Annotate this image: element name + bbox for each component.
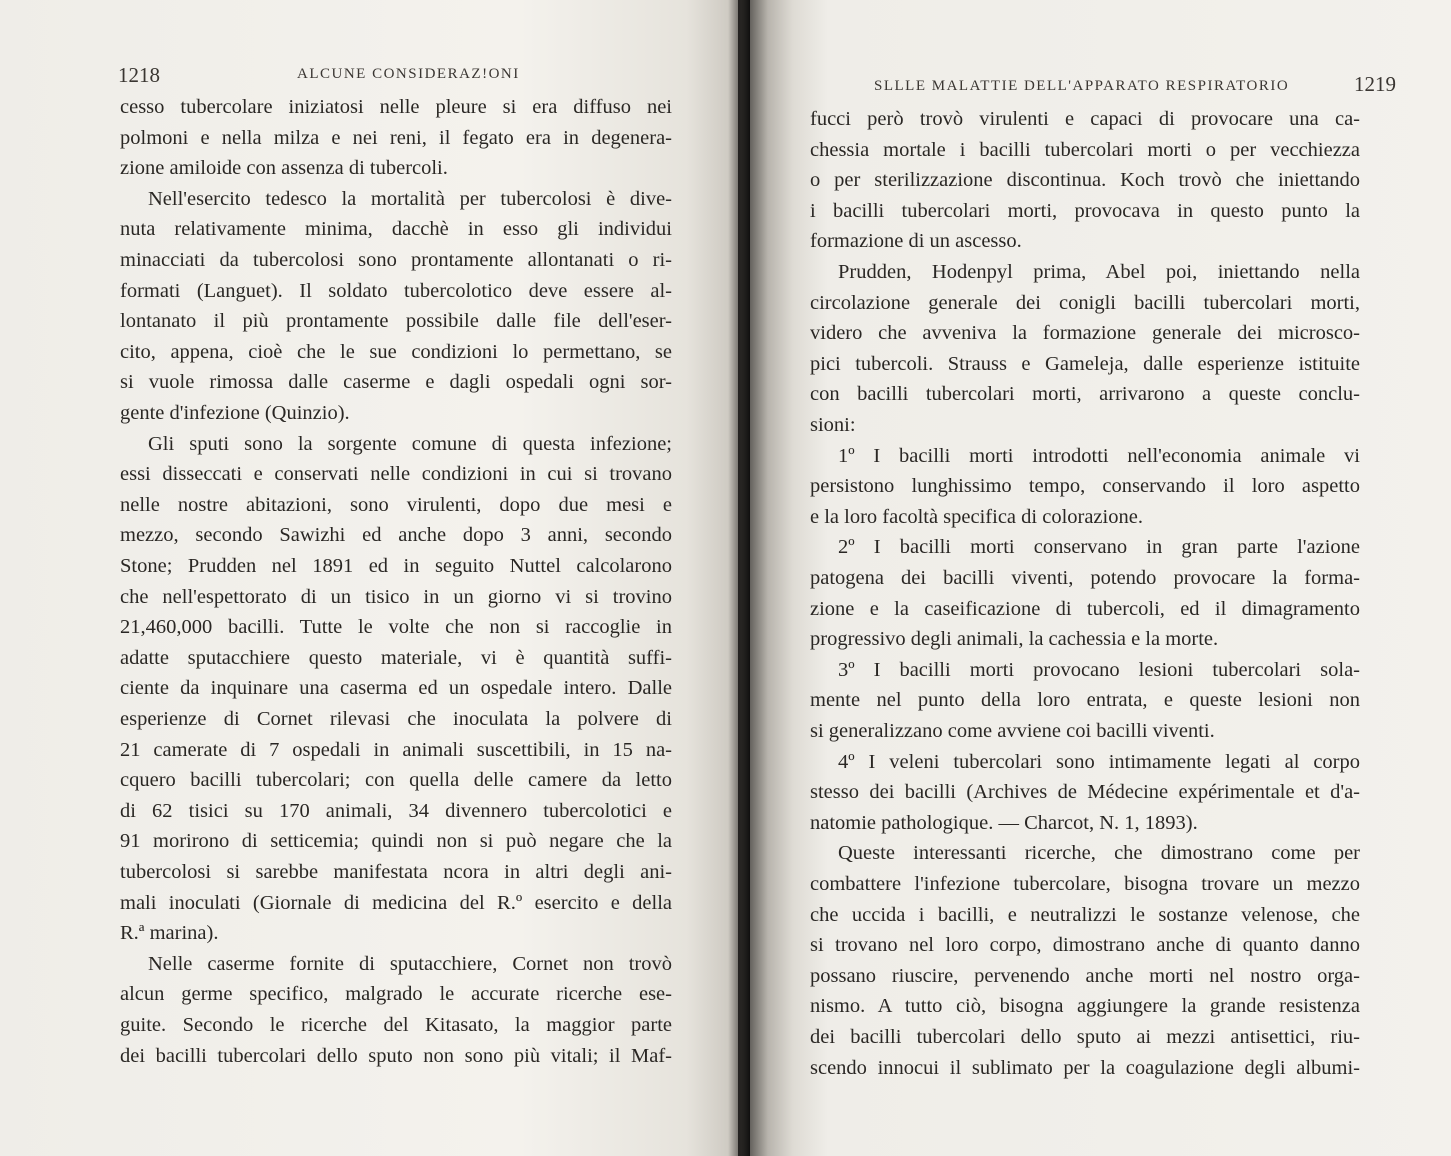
text-line: cesso tubercolare iniziatosi nelle pleure si era diffuso nei xyxy=(120,96,672,118)
text-line: nuta relativamente minima, dacchè in esso gli individui xyxy=(120,218,672,241)
text-line: Nelle caserme fornite di sputacchiere, Cornet non trovò xyxy=(148,952,672,975)
text-line: R.ª marina). xyxy=(120,922,219,945)
text-line: Stone; Prudden nel 1891 ed in seguito Nuttel calcolarono xyxy=(120,555,672,577)
text-line: zione amiloide con assenza di tubercoli. xyxy=(120,157,448,180)
text-line: cquero bacilli tubercolari; con quella delle camere da letto xyxy=(120,769,672,792)
text-line: 21 camerate di 7 ospedali in animali suscettibili, in 15 na- xyxy=(120,738,672,761)
text-line: Queste interessanti ricerche, che dimostrano come per xyxy=(838,842,1360,865)
text-line: persistono lunghissimo tempo, conservando il loro aspetto xyxy=(810,475,1360,498)
text-line: nismo. A tutto ciò, bisogna aggiungere la grande resistenza xyxy=(810,995,1360,1018)
text-line: dei bacilli tubercolari dello sputo ai mezzi antisettici, riu- xyxy=(810,1026,1360,1048)
left-running-head: ALCUNE CONSIDERAZ!ONI xyxy=(297,66,520,82)
text-line: ciente da inquinare una caserma ed un ospedale intero. Dalle xyxy=(120,677,672,700)
right-running-head: SLLLE MALATTIE DELL'APPARATO RESPIRATORIO xyxy=(874,78,1290,94)
text-line: o per sterilizzazione discontinua. Koch trovò che iniettando xyxy=(810,169,1360,192)
text-line: videro che avveniva la formazione generale dei microsco- xyxy=(810,322,1360,345)
text-line: mali inoculati (Giornale di medicina del R.º esercito e della xyxy=(120,891,672,914)
text-line: 91 morirono di setticemia; quindi non si può negare che la xyxy=(120,830,672,853)
text-line: polmoni e nella milza e nei reni, il fegato era in degenera- xyxy=(120,126,672,149)
text-line: mente nel punto della loro entrata, e queste lesioni non xyxy=(810,689,1360,712)
text-line: con bacilli tubercolari morti, arrivarono a queste conclu- xyxy=(810,383,1360,406)
text-line: guite. Secondo le ricerche del Kitasato, la maggior parte xyxy=(120,1014,672,1036)
right-page xyxy=(738,0,1451,1156)
text-line: natomie pathologique. — Charcot, N. 1, 1893). xyxy=(810,811,1198,834)
text-line: 4º I veleni tubercolari sono intimamente legati al corpo xyxy=(838,750,1360,773)
text-line: essi disseccati e conservati nelle condizioni in cui si trovano xyxy=(120,463,672,486)
text-line: che uccida i bacilli, e neutralizzi le sostanze velenose, che xyxy=(810,903,1360,926)
right-page-number: 1219 xyxy=(1354,72,1396,96)
text-line: sioni: xyxy=(810,414,856,436)
text-line: 21,460,000 bacilli. Tutte le volte che non si raccoglie in xyxy=(120,616,672,639)
text-line: nelle nostre abitazioni, sono virulenti, dopo due mesi e xyxy=(120,493,672,516)
text-line: si vuole rimossa dalle caserme e dagli ospedali ogni sor- xyxy=(120,371,672,394)
text-line: progressivo degli animali, la cachessia e la morte. xyxy=(810,628,1219,651)
text-line: alcun germe specifico, malgrado le accurate ricerche ese- xyxy=(120,983,672,1006)
text-line: circolazione generale dei conigli bacilli tubercolari morti, xyxy=(810,291,1360,314)
text-line: 2º I bacilli morti conservano in gran parte l'azione xyxy=(838,536,1360,559)
text-line: e la loro facoltà specifica di colorazione. xyxy=(810,505,1143,528)
text-line: minacciati da tubercolosi sono prontamente allontanati o ri- xyxy=(120,249,672,271)
left-page-number: 1218 xyxy=(118,63,160,87)
text-line: patogena dei bacilli viventi, potendo provocare la forma- xyxy=(810,567,1360,589)
text-line: scendo innocui il sublimato per la coagulazione degli albumi- xyxy=(810,1056,1360,1079)
text-line: dei bacilli tubercolari dello sputo non sono più vitali; il Maf- xyxy=(120,1044,672,1067)
text-line: fucci però trovò virulenti e capaci di provocare una ca- xyxy=(810,108,1360,130)
text-line: stesso dei bacilli (Archives de Médecine expérimentale et d'a- xyxy=(810,781,1360,804)
text-line: 1º I bacilli morti introdotti nell'economia animale vi xyxy=(838,444,1360,467)
text-line: formati (Languet). Il soldato tubercolotico deve essere al- xyxy=(120,279,672,302)
text-line: possano riuscire, pervenendo anche morti nel nostro orga- xyxy=(810,964,1360,987)
text-line: adatte sputacchiere questo materiale, vi è quantità suffi- xyxy=(120,646,672,669)
text-line: combattere l'infezione tubercolare, bisogna trovare un mezzo xyxy=(810,873,1360,895)
text-line: tubercolosi si sarebbe manifestata ncora in altri degli ani- xyxy=(120,861,672,883)
text-line: 3º I bacilli morti provocano lesioni tubercolari sola- xyxy=(838,658,1360,681)
book-gutter xyxy=(728,0,750,1156)
text-line: formazione di un ascesso. xyxy=(810,230,1022,253)
text-line: Gli sputi sono la sorgente comune di questa infezione; xyxy=(148,432,672,455)
text-line: i bacilli tubercolari morti, provocava in questo punto la xyxy=(810,199,1360,222)
text-line: mezzo, secondo Sawizhi ed anche dopo 3 anni, secondo xyxy=(120,524,672,547)
text-line: cito, appena, cioè che le sue condizioni lo permettano, se xyxy=(120,340,672,363)
text-line: pici tubercoli. Strauss e Gameleja, dalle esperienze istituite xyxy=(810,352,1360,375)
text-line: si trovano nel loro corpo, dimostrano anche di quanto danno xyxy=(810,934,1360,957)
text-line: gente d'infezione (Quinzio). xyxy=(120,402,350,424)
text-line: che nell'espettorato di un tisico in un giorno vi si trovino xyxy=(120,585,672,608)
text-line: chessia mortale i bacilli tubercolari morti o per vecchiezza xyxy=(810,138,1360,161)
text-line: si generalizzano come avviene coi bacilli viventi. xyxy=(810,720,1215,742)
text-line: esperienze di Cornet rilevasi che inoculata la polvere di xyxy=(120,708,672,730)
text-line: di 62 tisici su 170 animali, 34 divennero tubercolotici e xyxy=(120,799,672,822)
text-line: lontanato il più prontamente possibile dalle file dell'eser- xyxy=(120,310,672,333)
text-line: Prudden, Hodenpyl prima, Abel poi, iniettando nella xyxy=(838,261,1360,283)
text-line: Nell'esercito tedesco la mortalità per tubercolosi è dive- xyxy=(148,187,672,210)
text-line: zione e la caseificazione di tubercoli, ed il dimagramento xyxy=(810,597,1360,620)
